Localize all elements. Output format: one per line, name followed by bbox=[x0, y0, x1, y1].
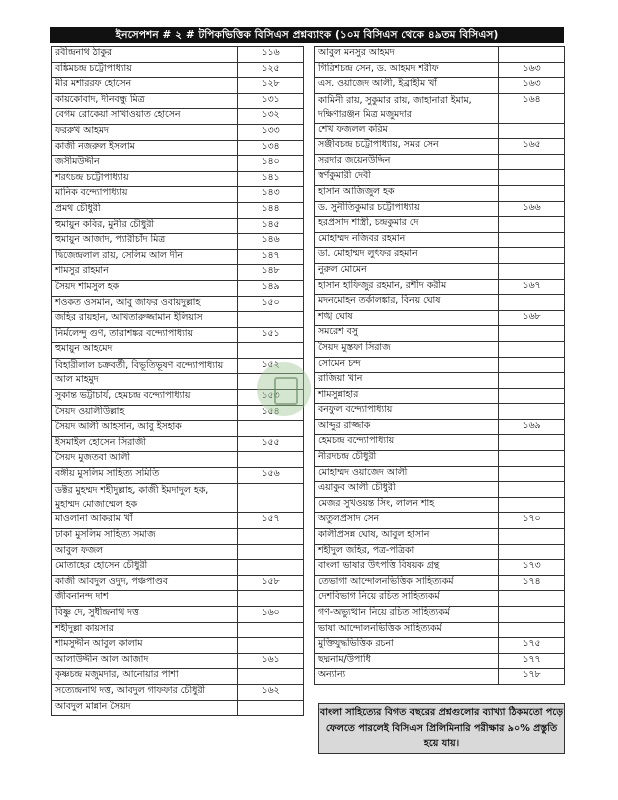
page-number-cell: ১৪৫ bbox=[238, 218, 304, 234]
topic-cell: মীর মশাররফ হোসেন bbox=[52, 78, 238, 94]
page-number-cell bbox=[499, 622, 565, 638]
topic-cell: অতুলপ্রসাদ সেন bbox=[315, 513, 499, 529]
page-number-cell: ১৩১ bbox=[238, 93, 304, 109]
topic-cell: আব্দুর রাজ্জাক bbox=[315, 419, 499, 435]
topic-cell: রাজিয়া খান bbox=[315, 373, 499, 389]
topic-cell: মদনমোহন তর্কালঙ্কার, বিনয় ঘোষ bbox=[315, 295, 499, 311]
topic-cell: নীরদচন্দ্র চৌধুরী bbox=[315, 451, 499, 467]
table-row bbox=[315, 232, 565, 248]
table-row bbox=[315, 560, 565, 576]
page-number-cell bbox=[499, 263, 565, 279]
page-number-cell bbox=[499, 482, 565, 498]
page-number-cell: ১৫৩ bbox=[238, 390, 304, 406]
page-number-cell: ১৪৩ bbox=[238, 187, 304, 203]
topic-cell: বিহারীলাল চক্রবর্তী, বিভূতিভূষণ বন্দ্যোপাধ্যায় bbox=[52, 358, 238, 374]
page-number-cell: ১৭৫ bbox=[499, 638, 565, 654]
topic-cell: তেভাগা আন্দোলনভিত্তিক সাহিত্যকর্ম bbox=[315, 575, 499, 591]
table-row bbox=[52, 327, 304, 343]
topic-cell: সৈয়দ আলী আহসান, আবু ইসহাক bbox=[52, 421, 238, 437]
table-row bbox=[315, 544, 565, 560]
topic-cell: আলাউদ্দীন আল আজাদ bbox=[52, 653, 238, 669]
page-number-cell: ১৭৭ bbox=[499, 653, 565, 669]
table-row bbox=[52, 653, 304, 669]
page-number-cell bbox=[499, 435, 565, 451]
page-number-cell bbox=[499, 341, 565, 357]
table-row bbox=[52, 669, 304, 685]
topic-cell: শহীদুল্লা কায়সার bbox=[52, 622, 238, 638]
topic-cell: বঙ্গীয় মুসলিম সাহিত্য সমিতি bbox=[52, 468, 238, 484]
topic-cell: সঞ্জীবচন্দ্র চট্টোপাধ্যায়, সমর সেন bbox=[315, 139, 499, 155]
topic-cell: নির্মলেন্দু গুণ, তারাশঙ্কর বন্দ্যোপাধ্যায় bbox=[52, 327, 238, 343]
page-number-cell bbox=[238, 622, 304, 638]
table-row bbox=[52, 280, 304, 296]
topic-cell: ডক্টর মুহম্মদ শহীদুল্লাহ, কাজী ইমদাদুল হক, মুহাম্মদ মোজাম্মেল হক bbox=[52, 483, 238, 513]
topic-cell: এয়াকুব আলী চৌধুরী bbox=[315, 482, 499, 498]
page-number-cell: ১৫৬ bbox=[238, 468, 304, 484]
topic-cell: দেশবিভাগ নিয়ে রচিত সাহিত্যকর্ম bbox=[315, 591, 499, 607]
topic-cell: মেজর সুখওয়ন্ত সিং, লালন শাহ bbox=[315, 497, 499, 513]
page-number-cell bbox=[499, 529, 565, 545]
topic-cell: সমরেশ বসু bbox=[315, 326, 499, 342]
table-row bbox=[52, 452, 304, 468]
table-row bbox=[52, 483, 304, 513]
page-number-cell bbox=[499, 123, 565, 139]
page-number-cell: ১৬৩ bbox=[499, 78, 565, 94]
table-row bbox=[315, 513, 565, 529]
table-row bbox=[52, 622, 304, 638]
table-row bbox=[315, 669, 565, 685]
page-number-cell: ১৫৭ bbox=[238, 513, 304, 529]
topic-cell: আবদুল মান্নান সৈয়দ bbox=[52, 700, 238, 716]
page-number-cell bbox=[499, 451, 565, 467]
page-number-cell: ১৫৪ bbox=[238, 405, 304, 421]
topic-cell: ভাষা আন্দোলনভিত্তিক সাহিত্যকর্ম bbox=[315, 622, 499, 638]
table-row bbox=[315, 139, 565, 155]
page-number-cell bbox=[238, 421, 304, 437]
page-number-cell bbox=[499, 185, 565, 201]
page-number-cell: ১১৬ bbox=[238, 47, 304, 63]
topic-cell: জসীমউদ্দীন bbox=[52, 156, 238, 172]
page-number-cell bbox=[499, 232, 565, 248]
topic-cell: শঙ্খ ঘোষ bbox=[315, 310, 499, 326]
topic-cell: সোমেন চন্দ bbox=[315, 357, 499, 373]
topic-cell: বাংলা ভাষার উৎপত্তি বিষয়ক গ্রন্থ bbox=[315, 560, 499, 576]
page-number-cell: ১২৮ bbox=[238, 78, 304, 94]
page-number-cell bbox=[499, 591, 565, 607]
page-number-cell bbox=[499, 326, 565, 342]
topic-cell: সৈয়দ মুজতবা আলী bbox=[52, 452, 238, 468]
topic-cell: মাওলানা আকরাম খাঁ bbox=[52, 513, 238, 529]
page-number-cell: ১৪৬ bbox=[238, 234, 304, 250]
table-row bbox=[315, 622, 565, 638]
topic-cell: গিরিশচন্দ্র সেন, ড. আহমদ শরীফ bbox=[315, 62, 499, 78]
table-row bbox=[52, 296, 304, 312]
page-number-cell: ১৬৭ bbox=[499, 279, 565, 295]
topic-cell: প্রমথ চৌধুরী bbox=[52, 202, 238, 218]
page-number-cell: ১৬৬ bbox=[499, 201, 565, 217]
page-number-cell: ১৩৪ bbox=[238, 140, 304, 156]
table-row bbox=[52, 202, 304, 218]
topic-cell: বেগম রোকেয়া সাখাওয়াত হোসেন bbox=[52, 109, 238, 125]
topic-cell: ড. সুনীতিকুমার চট্টোপাধ্যায় bbox=[315, 201, 499, 217]
table-row bbox=[52, 47, 304, 63]
topic-cell: মুক্তিযুদ্ধভিত্তিক রচনা bbox=[315, 638, 499, 654]
topic-cell: বঙ্কিমচন্দ্র চট্টোপাধ্যায় bbox=[52, 62, 238, 78]
topic-cell: কামিনী রায়, সুকুমার রায়, জাহানারা ইমাম, দক্ষিণারঞ্জন মিত্র মজুমদার bbox=[315, 93, 499, 123]
topic-cell: গণ-অভ্যুত্থান নিয়ে রচিত সাহিত্যকর্ম bbox=[315, 607, 499, 623]
topic-cell: হাসান আজিজুল হক bbox=[315, 185, 499, 201]
page-number-cell: ১৬০ bbox=[238, 607, 304, 623]
topic-cell: শওকত ওসমান, আবু জাফর ওবায়দুল্লাহ bbox=[52, 296, 238, 312]
table-row bbox=[52, 265, 304, 281]
page-number-cell bbox=[499, 217, 565, 233]
page-number-cell bbox=[499, 544, 565, 560]
page-number-cell: ১৫৮ bbox=[238, 575, 304, 591]
table-row bbox=[52, 312, 304, 328]
table-row bbox=[52, 93, 304, 109]
table-row bbox=[52, 700, 304, 716]
topic-cell: এস. ওয়াজেদ আলী, ইব্রাহীম খাঁ bbox=[315, 78, 499, 94]
table-row bbox=[52, 468, 304, 484]
page-number-cell bbox=[499, 607, 565, 623]
table-row bbox=[52, 343, 304, 359]
topic-cell: হুমায়ুন আজাদ, প্যারীচাঁদ মিত্র bbox=[52, 234, 238, 250]
topic-cell: দ্বিজেন্দ্রলাল রায়, সেলিম আল দীন bbox=[52, 249, 238, 265]
topic-cell: সুকান্ত ভট্টাচার্য, হেমচন্দ্র বন্দ্যোপাধ্যায় bbox=[52, 390, 238, 406]
table-row bbox=[315, 388, 565, 404]
topic-cell: হেমচন্দ্র বন্দ্যোপাধ্যায় bbox=[315, 435, 499, 451]
topic-cell: আবুল মনসুর আহমদ bbox=[315, 47, 499, 63]
page-number-cell: ১৫২ bbox=[238, 358, 304, 374]
page-number-cell: ১৫০ bbox=[238, 296, 304, 312]
page-number-cell: ১৬৮ bbox=[499, 310, 565, 326]
page-number-cell: ১৬৫ bbox=[499, 139, 565, 155]
table-row bbox=[52, 78, 304, 94]
table-row bbox=[315, 248, 565, 264]
page-number-cell bbox=[238, 343, 304, 359]
table-row bbox=[52, 544, 304, 560]
page-number-cell: ১৪১ bbox=[238, 171, 304, 187]
table-row bbox=[52, 513, 304, 529]
page-number-cell bbox=[238, 638, 304, 654]
topic-cell: বনফুল বন্দ্যোপাধ্যায় bbox=[315, 404, 499, 420]
page-number-cell bbox=[499, 170, 565, 186]
page-number-cell: ১৪৭ bbox=[238, 249, 304, 265]
table-row bbox=[315, 154, 565, 170]
table-row bbox=[52, 560, 304, 576]
table-row bbox=[315, 93, 565, 123]
table-row bbox=[315, 310, 565, 326]
table-row bbox=[315, 482, 565, 498]
page-number-cell bbox=[499, 466, 565, 482]
table-row bbox=[52, 421, 304, 437]
page-number-cell bbox=[499, 497, 565, 513]
table-row bbox=[315, 373, 565, 389]
table-row bbox=[315, 295, 565, 311]
table-row bbox=[52, 575, 304, 591]
page-number-cell: ১৪০ bbox=[238, 156, 304, 172]
topic-cell: হরপ্রসাদ শাস্ত্রী, চন্দ্রকুমার দে bbox=[315, 217, 499, 233]
table-row bbox=[52, 436, 304, 452]
page-number-cell bbox=[238, 529, 304, 545]
table-row bbox=[52, 249, 304, 265]
page-number-cell bbox=[238, 669, 304, 685]
table-row bbox=[52, 684, 304, 700]
table-row bbox=[315, 575, 565, 591]
topic-cell: মোতাহের হোসেন চৌধুরী bbox=[52, 560, 238, 576]
table-row bbox=[52, 529, 304, 545]
page-number-cell: ১৩২ bbox=[238, 109, 304, 125]
topic-cell: শামসুর রাহমান bbox=[52, 265, 238, 281]
topic-cell: ফররুখ আহমদ bbox=[52, 124, 238, 140]
topic-cell: হাসান হাফিজুর রহমান, রশীদ করীম bbox=[315, 279, 499, 295]
topic-cell: ঢাকা মুসলিম সাহিত্য সমাজ bbox=[52, 529, 238, 545]
topic-cell: রবীন্দ্রনাথ ঠাকুর bbox=[52, 47, 238, 63]
topic-cell: অন্যান্য bbox=[315, 669, 499, 685]
page-number-cell: ১৪৮ bbox=[238, 265, 304, 281]
page-number-cell: ১৬৯ bbox=[499, 419, 565, 435]
topic-cell: নুরুল মোমেন bbox=[315, 263, 499, 279]
topic-cell: হুমায়ুন আহমেদ bbox=[52, 343, 238, 359]
table-row bbox=[315, 78, 565, 94]
table-row bbox=[315, 185, 565, 201]
table-row bbox=[52, 109, 304, 125]
page-number-cell: ১৬৩ bbox=[499, 62, 565, 78]
page-number-cell: ১৬১ bbox=[238, 653, 304, 669]
table-row bbox=[315, 466, 565, 482]
page-number-cell bbox=[238, 312, 304, 328]
book-logo-watermark bbox=[257, 362, 311, 416]
table-row bbox=[315, 47, 565, 63]
topic-cell: কাজী নজরুল ইসলাম bbox=[52, 140, 238, 156]
table-row bbox=[315, 123, 565, 139]
page-number-cell: ১৭০ bbox=[499, 513, 565, 529]
table-row bbox=[315, 341, 565, 357]
topic-cell: স্বর্ণকুমারী দেবী bbox=[315, 170, 499, 186]
topic-cell: ছদ্মনাম/উপাধি bbox=[315, 653, 499, 669]
topic-cell: কায়কোবাদ, দীনবন্ধু মিত্র bbox=[52, 93, 238, 109]
table-row bbox=[315, 326, 565, 342]
table-row bbox=[52, 140, 304, 156]
topic-cell: আবুল ফজল bbox=[52, 544, 238, 560]
topic-cell: কাজী আবদুল ওদুদ, পঞ্চপাণ্ডব bbox=[52, 575, 238, 591]
table-row bbox=[52, 171, 304, 187]
table-row bbox=[315, 404, 565, 420]
table-row bbox=[52, 234, 304, 250]
table-row bbox=[315, 638, 565, 654]
table-row bbox=[52, 62, 304, 78]
page-number-cell: ১৩৩ bbox=[238, 124, 304, 140]
topic-cell: শরৎচন্দ্র চট্টোপাধ্যায় bbox=[52, 171, 238, 187]
topic-cell: সৈয়দ শামসুল হক bbox=[52, 280, 238, 296]
table-row bbox=[315, 653, 565, 669]
page-number-cell: ১৪৯ bbox=[238, 280, 304, 296]
topic-cell: সৈয়দ মুস্তফা সিরাজ bbox=[315, 341, 499, 357]
page-number-cell bbox=[499, 357, 565, 373]
topic-cell: আল মাহমুদ bbox=[52, 374, 238, 390]
page-number-cell bbox=[499, 248, 565, 264]
page-number-cell bbox=[499, 154, 565, 170]
table-row bbox=[52, 156, 304, 172]
table-row bbox=[315, 170, 565, 186]
topic-cell: শামসুদ্দীন আবুল কালাম bbox=[52, 638, 238, 654]
topic-cell: কালীপ্রসন্ন ঘোষ, আবুল হাসান bbox=[315, 529, 499, 545]
page-number-cell: ১৬২ bbox=[238, 684, 304, 700]
table-row bbox=[315, 591, 565, 607]
page-number-cell bbox=[238, 560, 304, 576]
table-row bbox=[315, 497, 565, 513]
table-row bbox=[52, 124, 304, 140]
topic-cell: মানিক বন্দ্যোপাধ্যায় bbox=[52, 187, 238, 203]
topic-cell: মোহাম্মদ নজিবর রহমান bbox=[315, 232, 499, 248]
table-row bbox=[315, 62, 565, 78]
page-number-cell: ১৭৪ bbox=[499, 575, 565, 591]
table-row bbox=[52, 591, 304, 607]
footer-note: বাংলা সাহিত্যের বিগত বছরের প্রশ্নগুলোর ব্যাখ্যা ঠিকমতো পড়ে ফেলতে পারলেই বিসিএস প্রিলিমিনারি পরীক্ষার ৯০% প্রস্তুতি হয়ে যায়। bbox=[318, 703, 565, 754]
topic-cell: ডা. মোহাম্মদ লুৎফর রহমান bbox=[315, 248, 499, 264]
topic-cell: বিষ্ণু দে, সুধীন্দ্রনাথ দত্ত bbox=[52, 607, 238, 623]
page-number-cell bbox=[499, 373, 565, 389]
page-number-cell: ১৭৮ bbox=[499, 669, 565, 685]
page-number-cell: ১৪৪ bbox=[238, 202, 304, 218]
page-number-cell bbox=[499, 404, 565, 420]
page-number-cell bbox=[499, 388, 565, 404]
table-row bbox=[315, 217, 565, 233]
table-row bbox=[315, 607, 565, 623]
table-row bbox=[315, 357, 565, 373]
topic-cell: শহীদুল জহির, পত্র-পত্রিকা bbox=[315, 544, 499, 560]
page-number-cell bbox=[238, 544, 304, 560]
topic-cell: ইসমাইল হোসেন সিরাজী bbox=[52, 436, 238, 452]
page-number-cell bbox=[499, 47, 565, 63]
table-row bbox=[315, 451, 565, 467]
topic-cell: সত্যেন্দ্রনাথ দত্ত, আবদুল গাফফার চৌধুরী bbox=[52, 684, 238, 700]
table-row bbox=[315, 263, 565, 279]
page-number-cell: ১৬৪ bbox=[499, 93, 565, 123]
table-row bbox=[52, 187, 304, 203]
table-row bbox=[315, 201, 565, 217]
topic-cell: জীবনানন্দ দাশ bbox=[52, 591, 238, 607]
page-title: ইনসেপশন # ২ # টপিকভিত্তিক বিসিএস প্রশ্নব্যাংক (১০ম বিসিএস থেকে ৪৯তম বিসিএস) bbox=[50, 27, 564, 43]
table-row bbox=[315, 279, 565, 295]
table-row bbox=[52, 638, 304, 654]
page-number-cell bbox=[238, 700, 304, 716]
table-row bbox=[315, 435, 565, 451]
topic-cell: জহির রায়হান, আখতারুজ্জামান ইলিয়াস bbox=[52, 312, 238, 328]
topic-cell: সরদার জয়েনউদ্দিন bbox=[315, 154, 499, 170]
topic-cell: মোহাম্মদ ওয়াজেদ আলী bbox=[315, 466, 499, 482]
topic-cell: সৈয়দ ওয়ালীউল্লাহ bbox=[52, 405, 238, 421]
topic-cell: কৃষ্ণচন্দ্র মজুমদার, আনোয়ার পাশা bbox=[52, 669, 238, 685]
table-row bbox=[315, 419, 565, 435]
page-number-cell bbox=[238, 452, 304, 468]
topic-cell: শামসুন্নাহার bbox=[315, 388, 499, 404]
topic-cell: হুমায়ুন কবির, মুনীর চৌধুরী bbox=[52, 218, 238, 234]
page-number-cell bbox=[238, 591, 304, 607]
table-row bbox=[315, 529, 565, 545]
page-number-cell: ১২৫ bbox=[238, 62, 304, 78]
page-number-cell bbox=[238, 483, 304, 513]
page-number-cell: ১৫১ bbox=[238, 327, 304, 343]
page-number-cell: ১৭৩ bbox=[499, 560, 565, 576]
right-topic-table bbox=[314, 46, 564, 685]
page-number-cell bbox=[499, 295, 565, 311]
table-row bbox=[52, 218, 304, 234]
table-row bbox=[52, 607, 304, 623]
topic-cell: শেখ ফজলল করিম bbox=[315, 123, 499, 139]
page-number-cell: ১৫৫ bbox=[238, 436, 304, 452]
